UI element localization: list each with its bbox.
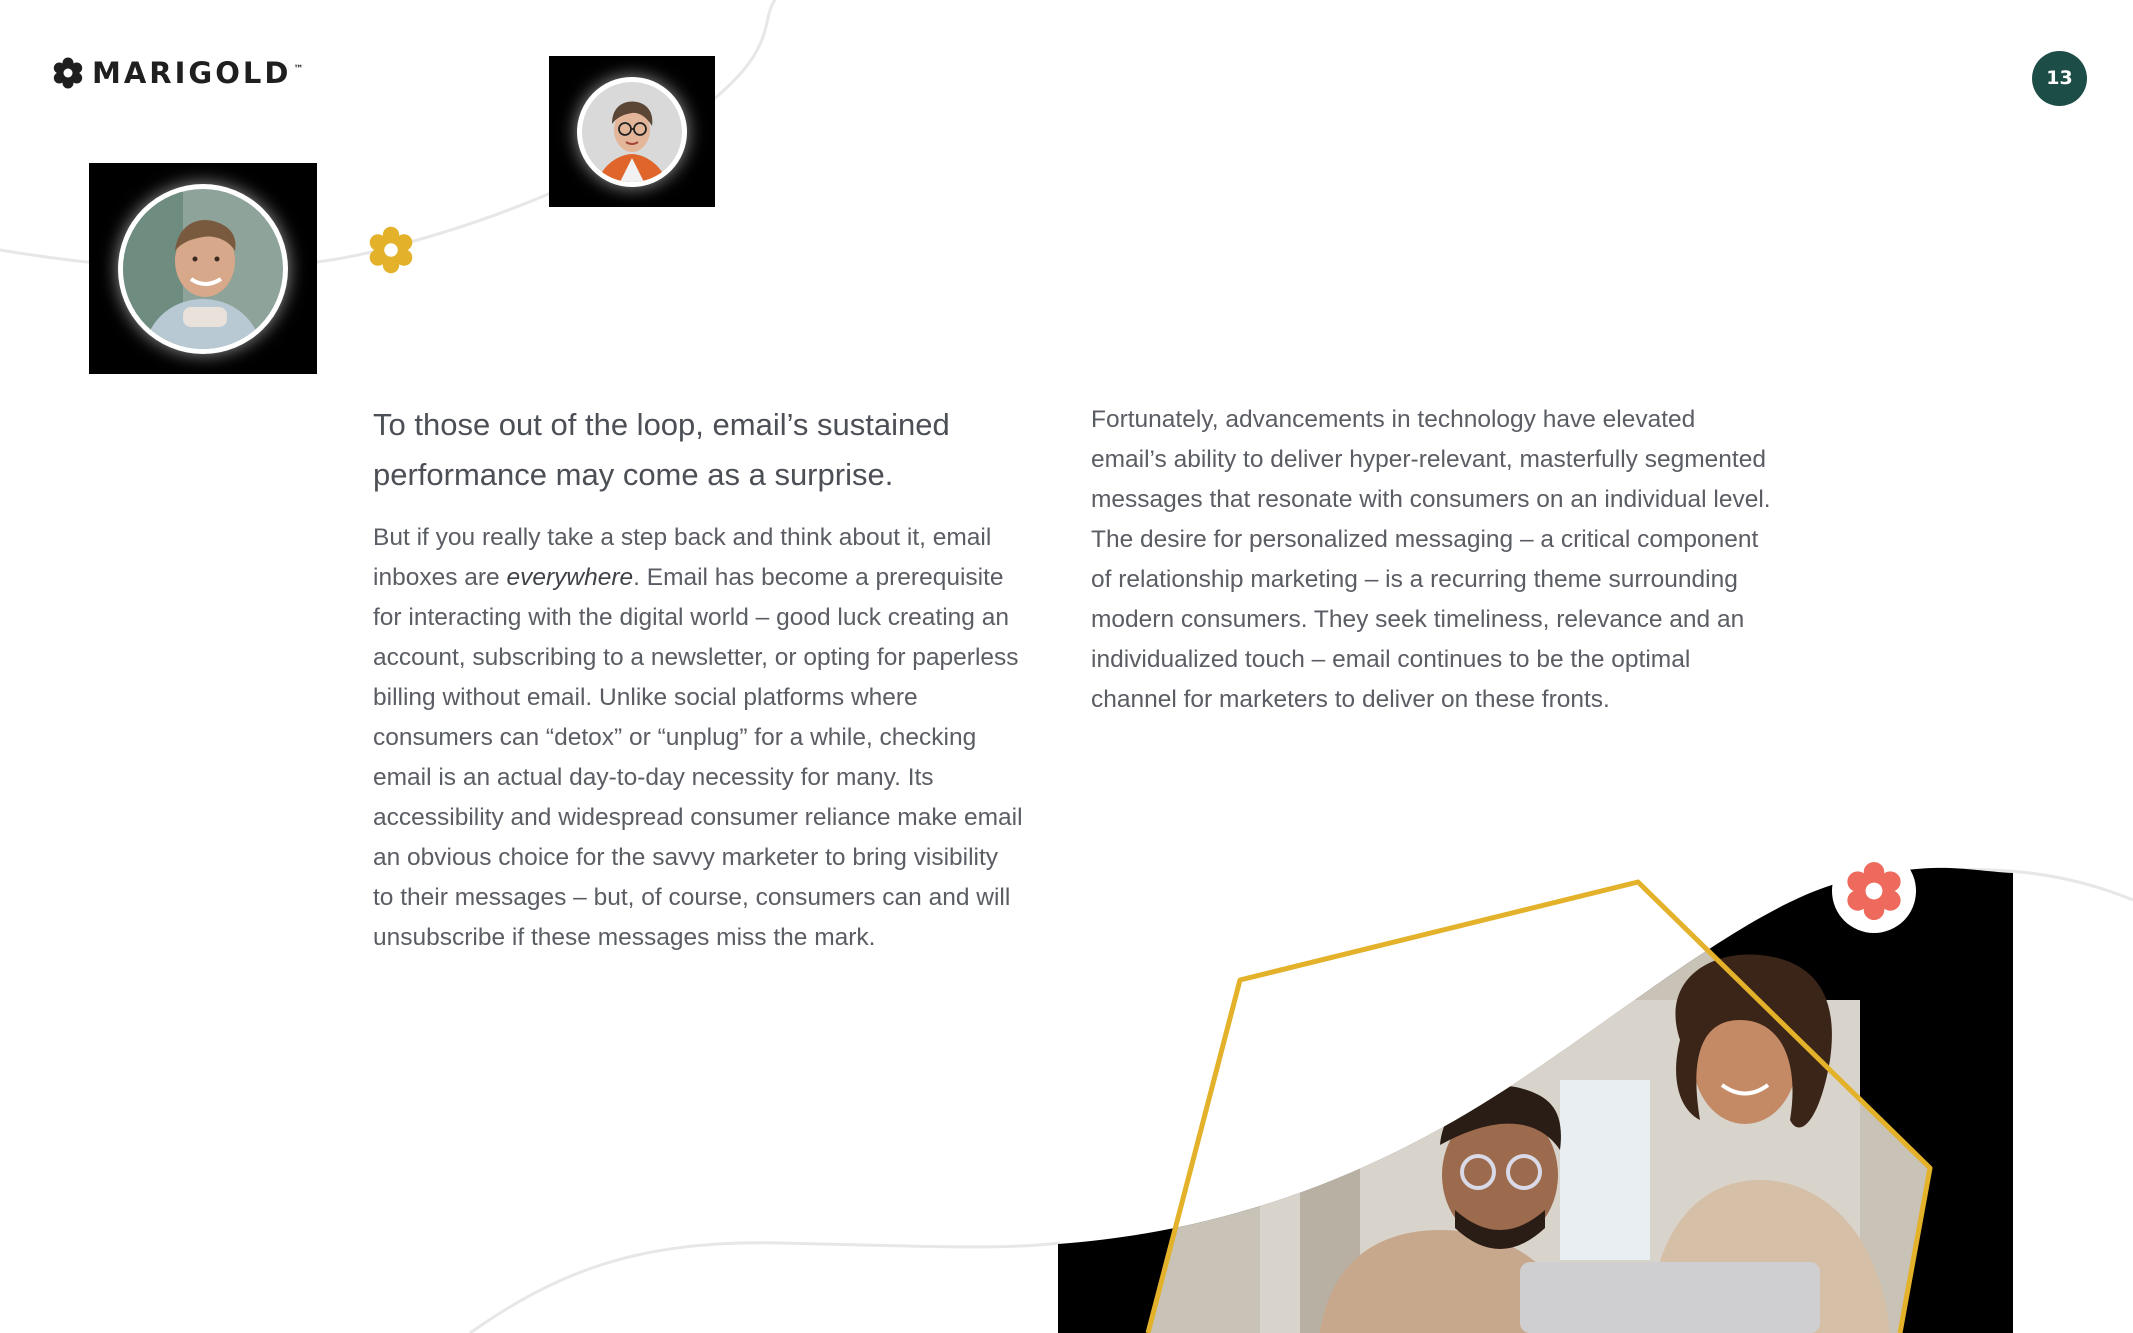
brand-name: MARIGOLD ™	[92, 56, 307, 90]
intro-heading: To those out of the loop, email’s sustained performance may come as a surprise.	[373, 407, 950, 492]
left-body-paragraph: But if you really take a step back and think about it, email inboxes are everywhere. Email has become a prerequisite for interacting with the digital world – good luck creating an account, subscribing to a newsletter, or opting for paperless billing without email. Unlike social platforms where consumers can “detox” or “unplug” for a while, checking email is an actual day-to-day necessity for many. Its accessibility and widespread consumer reliance make email an obvious choice for the savvy marketer to bring visibility to their messages – but, of course, consumers can and will unsubscribe if these messages miss the mark.	[373, 524, 1023, 951]
right-body-paragraph: Fortunately, advancements in technology have elevated email’s ability to deliver hyper-relevant, masterfully segmented messages that resonate with consumers on an individual level. The desire for personalized messaging – a critical component of relationship marketing – is a recurring theme surrounding modern consumers. They seek timeliness, relevance and an individualized touch – email continues to be the optimal channel for marketers to deliver on these fronts.	[1091, 406, 1771, 713]
page-number-badge: 13	[2032, 51, 2087, 106]
emphasis-text: everywhere	[506, 564, 634, 591]
